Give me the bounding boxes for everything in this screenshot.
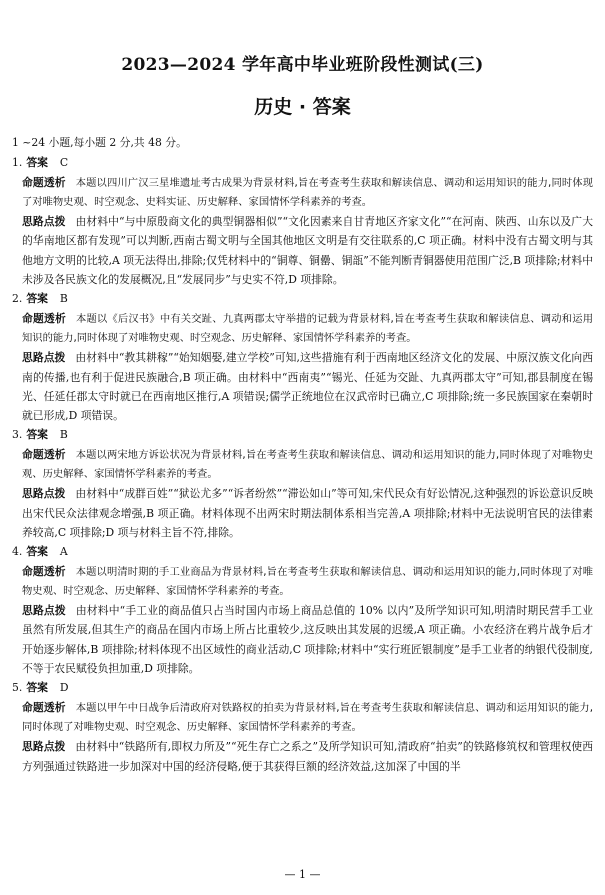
answer-label: 答案 — [26, 156, 48, 170]
question-answer-line — [12, 678, 593, 697]
question-block — [12, 678, 593, 775]
question-number: 4. — [12, 545, 23, 559]
approach-paragraph — [12, 212, 593, 289]
question-answer-line — [12, 289, 593, 308]
analysis-label: 命题透析 — [22, 175, 66, 189]
question-answer-line — [12, 542, 593, 561]
analysis-label: 命题透析 — [22, 700, 66, 714]
question-answer-line — [12, 153, 593, 172]
approach-paragraph — [12, 737, 593, 776]
question-number: 2. — [12, 292, 23, 306]
analysis-paragraph — [12, 173, 593, 213]
answer-value: A — [59, 545, 68, 559]
analysis-paragraph — [12, 309, 593, 349]
answer-label: 答案 — [26, 428, 48, 442]
approach-label: 思路点拨 — [22, 740, 66, 754]
approach-text: 由材料中“成群百姓”“狱讼尤多”“诉者纷然”“滞讼如山”等可知,宋代民众有好讼情况,这种强烈的诉讼意识反映出宋代民众法律观念增强,B 项正确。材料体现不出两宋时期法制体系相当完善,A 项排除;材料中无法说明官民的法律素养较高,C 项排除;D 项与材料主旨不符,排除。 — [22, 487, 593, 539]
approach-label: 思路点拨 — [22, 604, 66, 618]
approach-label: 思路点拨 — [22, 215, 66, 229]
question-block — [12, 542, 593, 678]
approach-label: 思路点拨 — [22, 351, 66, 365]
analysis-text: 本题以《后汉书》中有关交趾、九真两郡太守举措的记载为背景材料,旨在考查考生获取和解读信息、调动和运用知识的能力,同时体现了对唯物史观、时空观念、历史解释、家国情怀学科素养的考查。 — [22, 312, 594, 344]
approach-paragraph — [12, 348, 593, 425]
approach-text: 由材料中“教其耕稼”“始知姻娶,建立学校”可知,这些措施有利于西南地区经济文化的发展、中原汉族文化向西南的传播,也有利于促进民族融合,B 项正确。由材料中“西南夷”“锡光、任延为交趾、九真两郡太守”可知,郡县制度在锡光、任延任郡太守时就已在西南地区推行,A 项错误;儒学正统地位在汉武帝时已确立,C 项排除;统一多民族国家在秦朝时就已形成,D 项错误。 — [22, 351, 593, 423]
document-title: 2023—2024 学年高中毕业班阶段性测试(三) — [121, 55, 484, 75]
page-number: — 1 — — [284, 868, 321, 881]
section-intro: 1 ~24 小题,每小题 2 分,共 48 分。 — [12, 136, 187, 149]
question-answer-line — [12, 425, 593, 444]
question-number: 3. — [12, 428, 23, 442]
analysis-paragraph — [12, 445, 593, 485]
answer-value: B — [59, 292, 68, 306]
question-block — [12, 153, 593, 289]
approach-label: 思路点拨 — [22, 487, 66, 501]
analysis-label: 命题透析 — [22, 447, 66, 461]
answer-label: 答案 — [26, 292, 48, 306]
analysis-text: 本题以两宋地方诉讼状况为背景材料,旨在考查考生获取和解读信息、调动和运用知识的能力,同时体现了对唯物史观、历史解释、家国情怀学科素养的考查。 — [22, 448, 593, 481]
analysis-label: 命题透析 — [22, 311, 66, 325]
analysis-label: 命题透析 — [22, 564, 66, 578]
analysis-paragraph — [12, 698, 593, 738]
approach-paragraph — [12, 601, 593, 678]
answer-value: B — [59, 428, 68, 442]
analysis-paragraph — [12, 562, 593, 602]
answer-value: C — [59, 156, 69, 170]
question-block — [12, 289, 593, 425]
answer-label: 答案 — [26, 681, 48, 695]
approach-text: 由材料中“铁路所有,即权力所及”“死生存亡之系之”及所学知识可知,清政府“拍卖”的铁路修筑权和管理权使西方列强通过铁路进一步加深对中国的经济侵略,便于其获得巨额的经济效益,这加深了中国的半 — [22, 740, 594, 773]
analysis-text: 本题以明清时期的手工业商品为背景材料,旨在考查考生获取和解读信息、调动和运用知识的能力,同时体现了对唯物史观、时空观念、历史解释、家国情怀学科素养的考查。 — [22, 565, 593, 597]
answer-value: D — [59, 681, 69, 695]
analysis-text: 本题以四川广汉三星堆遗址考古成果为背景材料,旨在考查考生获取和解读信息、调动和运用知识的能力,同时体现了对唯物史观、时空观念、史料实证、历史解释、家国情怀学科素养的考查。 — [22, 176, 593, 208]
approach-paragraph — [12, 484, 593, 542]
question-number: 1. — [12, 156, 23, 170]
document-subtitle: 历史 · 答案 — [254, 96, 351, 118]
analysis-text: 本题以甲午中日战争后清政府对铁路权的拍卖为背景材料,旨在考查考生获取和解读信息、调动和运用知识的能力,同时体现了对唯物史观、时空观念、历史解释、家国情怀学科素养的考查。 — [22, 701, 593, 733]
question-number: 5. — [12, 681, 23, 695]
approach-text: 由材料中“手工业的商品值只占当时国内市场上商品总值的 10% 以内”及所学知识可知,明清时期民营手工业虽然有所发展,但其生产的商品在国内市场上所占比重较少,这反映出其发展的迟缓,A 项正确。小农经济在鸦片战争后才开始逐步解体,B 项排除;材料体现不出区域性的商业活动,C 项排除;材料中“实行班匠银制度”是手工业者的纳银代役制度,不等于农民赋役负担加重,D 项排除。 — [22, 604, 593, 676]
answer-content — [12, 133, 593, 776]
question-block — [12, 425, 593, 542]
answer-label: 答案 — [26, 545, 48, 559]
approach-text: 由材料中“与中原殷商文化的典型铜器相似”“文化因素来自甘青地区齐家文化”“在河南、陕西、山东以及广大的华南地区都有发现”可以判断,西南古蜀文明与全国其他地区文明是有交往联系的,C 项正确。材料中没有古蜀文明与其他地方文明的比较,A 项无法得出,排除;仅凭材料中的“铜尊、铜罍、铜瓿”不能判断青铜器使用范围广泛,B 项排除;材料中未涉及各民族文化的发展概况,且“发展同步”与史实不符,D 项排除。 — [22, 215, 593, 287]
